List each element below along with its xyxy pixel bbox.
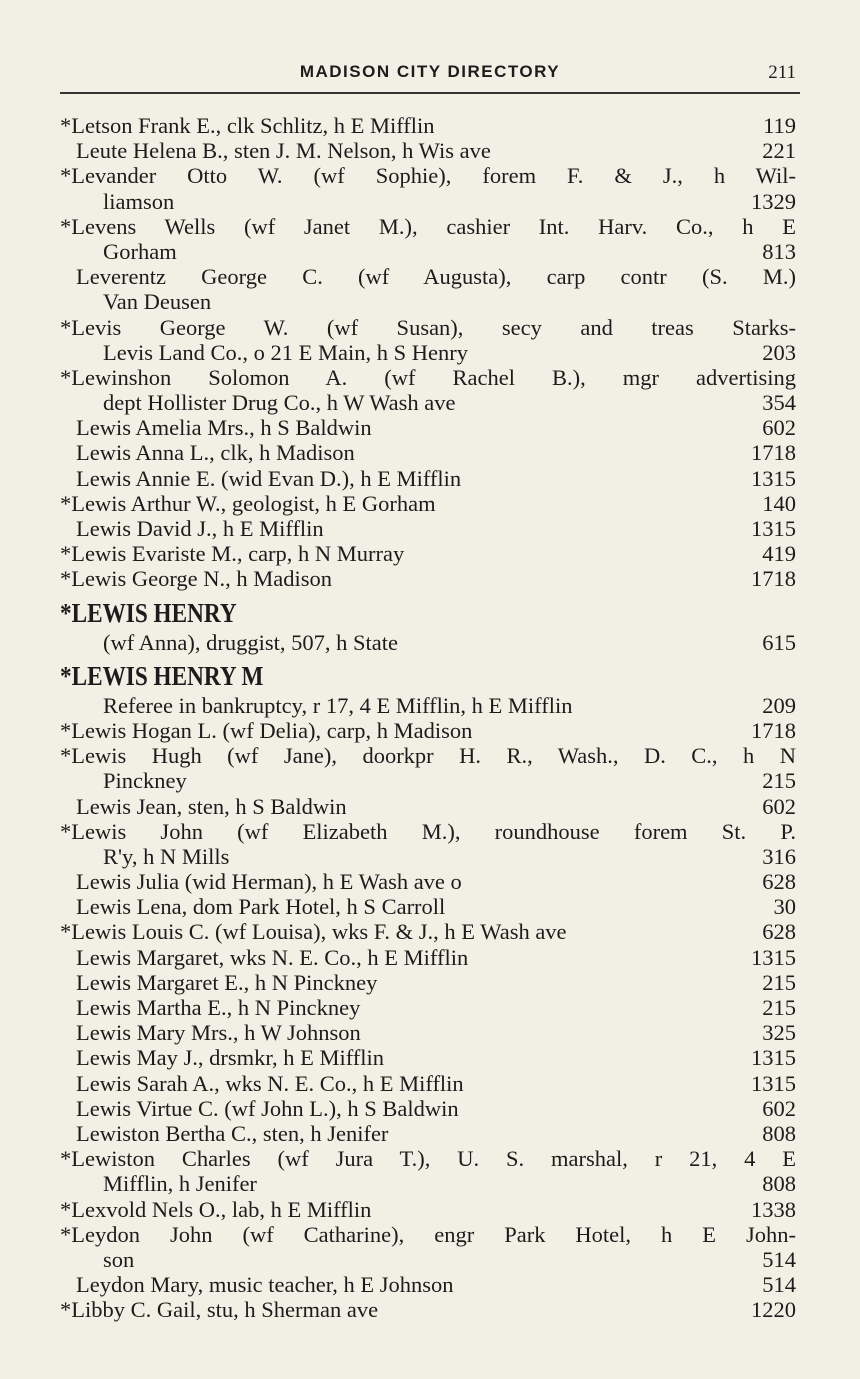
entry-line [60, 491, 800, 516]
entry-line [60, 315, 800, 340]
directory-entry [60, 919, 800, 944]
directory-entry [60, 1197, 800, 1222]
entry-line [60, 869, 800, 894]
entry-line [60, 138, 800, 163]
directory-entry [60, 491, 800, 516]
entry-line [60, 1272, 800, 1297]
entry-text: Referee in bankruptcy, r 17, 4 E Mifflin, h E Mifflin [103, 692, 573, 718]
entry-text: liamson [103, 188, 175, 214]
directory-entry [60, 596, 800, 655]
entry-line [60, 844, 800, 869]
entry-text: Leverentz George C. (wf Augusta), carp contr (S. M.) [76, 264, 796, 290]
entry-text: Lewis Annie E. (wid Evan D.), h E Mifflin [76, 465, 462, 491]
house-number: 1315 [751, 1045, 796, 1071]
entry-line [60, 340, 800, 365]
entry-heading: *LEWIS HENRY M [60, 660, 264, 691]
entry-text: Lewis Martha E., h N Pinckney [76, 995, 361, 1020]
house-number: 1718 [751, 717, 796, 743]
entry-line [60, 1171, 800, 1196]
house-number: 1718 [751, 566, 796, 592]
directory-entry [60, 163, 800, 213]
entry-text: Lewis Virtue C. (wf John L.), h S Baldwin [76, 1095, 459, 1121]
directory-entry [60, 1222, 800, 1272]
entry-text: *Lewinshon Solomon A. (wf Rachel B.), mgr advertising [60, 364, 796, 390]
entry-text: Leydon Mary, music teacher, h E Johnson [76, 1272, 454, 1298]
entry-text: *Levens Wells (wf Janet M.), cashier Int. Harv. Co., h E [60, 213, 796, 239]
directory-entry [60, 1297, 800, 1322]
house-number: 354 [762, 390, 796, 416]
house-number: 808 [762, 1120, 796, 1146]
directory-entry [60, 214, 800, 264]
entry-line [60, 1096, 800, 1121]
directory-entry [60, 995, 800, 1020]
house-number: 514 [762, 1272, 796, 1298]
entry-line [60, 768, 800, 793]
entry-text: Lewis Mary Mrs., h W Johnson [76, 1020, 361, 1046]
directory-entry [60, 516, 800, 541]
entry-line [60, 1045, 800, 1070]
directory-entry [60, 541, 800, 566]
house-number: 215 [762, 768, 796, 794]
directory-entry [60, 466, 800, 491]
entry-text: Lewis Sarah A., wks N. E. Co., h E Mifflin [76, 1070, 464, 1096]
entry-text: Lewis Julia (wid Herman), h E Wash ave o [76, 869, 462, 895]
directory-entry [60, 743, 800, 793]
entry-line [60, 163, 800, 188]
house-number: 119 [763, 113, 796, 138]
entry-text: Pinckney [103, 768, 187, 794]
house-number: 1315 [751, 465, 796, 491]
page-number: 211 [768, 62, 796, 83]
house-number: 602 [762, 793, 796, 819]
entry-text: Leute Helena B., sten J. M. Nelson, h Wis ave [76, 138, 491, 164]
entry-line [60, 415, 800, 440]
entry-line [60, 466, 800, 491]
entry-text: *Lewis Louis C. (wf Louisa), wks F. & J., h E Wash ave [60, 919, 567, 945]
entry-line [60, 516, 800, 541]
house-number: 203 [762, 339, 796, 365]
entry-text: *Lewis George N., h Madison [60, 566, 333, 592]
directory-entry [60, 440, 800, 465]
entry-line [60, 1146, 800, 1171]
entry-line [60, 1020, 800, 1045]
entry-text: dept Hollister Drug Co., h W Wash ave [103, 390, 456, 416]
directory-entry [60, 894, 800, 919]
entry-text: Lewiston Bertha C., sten, h Jenifer [76, 1120, 389, 1146]
house-number: 602 [762, 415, 796, 441]
entry-line [60, 819, 800, 844]
entry-line [60, 919, 800, 944]
house-number: 140 [762, 490, 796, 516]
house-number: 221 [762, 138, 796, 164]
house-number: 316 [762, 843, 796, 869]
house-number: 215 [762, 995, 796, 1020]
entry-line [60, 541, 800, 566]
directory-entry [60, 315, 800, 365]
entry-line [60, 566, 800, 591]
entry-text: Lewis May J., drsmkr, h E Mifflin [76, 1045, 385, 1071]
entry-text: *Lewis Arthur W., geologist, h E Gorham [60, 490, 436, 516]
entry-text: *Levander Otto W. (wf Sophie), forem F. & J., h Wil- [60, 163, 796, 189]
entry-line [60, 794, 800, 819]
entry-line [60, 718, 800, 743]
entry-text: *Leydon John (wf Catharine), engr Park Hotel, h E John- [60, 1221, 796, 1247]
entry-text: *Lewis Hugh (wf Jane), doorkpr H. R., Wash., D. C., h N [60, 743, 796, 769]
directory-entry [60, 970, 800, 995]
directory-entries [60, 113, 800, 1322]
entry-line [60, 970, 800, 995]
entry-text: son [103, 1246, 135, 1272]
entry-text: (wf Anna), druggist, 507, h State [103, 629, 398, 655]
house-number: 209 [762, 692, 796, 718]
directory-entry [60, 869, 800, 894]
entry-line [60, 1297, 800, 1322]
house-number: 1338 [751, 1196, 796, 1222]
entry-line [60, 113, 800, 138]
house-number: 813 [762, 238, 796, 264]
house-number: 1315 [751, 516, 796, 541]
entry-line [60, 365, 800, 390]
house-number: 1329 [751, 188, 796, 214]
house-number: 628 [762, 869, 796, 895]
house-number: 628 [762, 919, 796, 945]
house-number: 419 [762, 541, 796, 567]
directory-entry [60, 1096, 800, 1121]
entry-text: R'y, h N Mills [103, 843, 230, 869]
house-number: 1718 [751, 440, 796, 466]
directory-entry [60, 1146, 800, 1196]
entry-text: *Lewis Evariste M., carp, h N Murray [60, 541, 405, 567]
directory-entry [60, 138, 800, 163]
house-number: 602 [762, 1095, 796, 1121]
entry-line [60, 630, 800, 655]
house-number: 615 [762, 629, 796, 655]
entry-text: Gorham [103, 238, 177, 264]
entry-line [60, 189, 800, 214]
house-number: 808 [762, 1171, 796, 1197]
directory-entry [60, 1045, 800, 1070]
entry-line [60, 1197, 800, 1222]
entry-line [60, 693, 800, 718]
entry-text: *Letson Frank E., clk Schlitz, h E Mifflin [60, 113, 435, 138]
house-number: 514 [762, 1246, 796, 1272]
entry-text: Lewis Margaret E., h N Pinckney [76, 969, 378, 995]
house-number: 215 [762, 969, 796, 995]
entry-line [60, 264, 800, 289]
directory-entry [60, 365, 800, 415]
entry-line [60, 440, 800, 465]
house-number: 1220 [751, 1297, 796, 1323]
directory-entry [60, 1071, 800, 1096]
entry-line [60, 1121, 800, 1146]
directory-entry [60, 113, 800, 138]
entry-text: *Levis George W. (wf Susan), secy and treas Starks- [60, 314, 796, 340]
entry-text: Lewis Lena, dom Park Hotel, h S Carroll [76, 894, 446, 920]
entry-line [60, 289, 800, 314]
directory-entry [60, 415, 800, 440]
entry-line [60, 1071, 800, 1096]
entry-text: *Libby C. Gail, stu, h Sherman ave [60, 1297, 379, 1323]
directory-entry [60, 264, 800, 314]
entry-text: Lewis Anna L., clk, h Madison [76, 440, 355, 466]
entry-text: *Lexvold Nels O., lab, h E Mifflin [60, 1196, 372, 1222]
entry-text: *Lewis Hogan L. (wf Delia), carp, h Madison [60, 717, 473, 743]
entry-line [60, 945, 800, 970]
entry-text: Van Deusen [103, 289, 212, 315]
running-title: MADISON CITY DIRECTORY [299, 62, 561, 81]
directory-entry [60, 1272, 800, 1297]
directory-entry [60, 945, 800, 970]
directory-entry [60, 718, 800, 743]
page-header [60, 58, 800, 94]
entry-text: *Lewiston Charles (wf Jura T.), U. S. marshal, r 21, 4 E [60, 1146, 796, 1172]
directory-entry [60, 1121, 800, 1146]
house-number: 1315 [751, 1070, 796, 1096]
directory-entry [60, 819, 800, 869]
house-number: 1315 [751, 944, 796, 970]
entry-line [60, 743, 800, 768]
entry-line [60, 214, 800, 239]
entry-line [60, 995, 800, 1020]
entry-line [60, 390, 800, 415]
directory-entry [60, 659, 800, 718]
entry-heading: *LEWIS HENRY [60, 597, 237, 628]
entry-line [60, 894, 800, 919]
house-number: 325 [762, 1020, 796, 1046]
directory-entry [60, 794, 800, 819]
house-number: 30 [773, 894, 796, 920]
directory-entry [60, 1020, 800, 1045]
entry-text: Mifflin, h Jenifer [103, 1171, 257, 1197]
entry-line [60, 239, 800, 264]
entry-text: *Lewis John (wf Elizabeth M.), roundhouse forem St. P. [60, 818, 796, 844]
directory-entry [60, 566, 800, 591]
entry-text: Lewis Amelia Mrs., h S Baldwin [76, 415, 372, 441]
entry-line [60, 1247, 800, 1272]
entry-text: Lewis Margaret, wks N. E. Co., h E Mifflin [76, 944, 469, 970]
entry-text: Levis Land Co., o 21 E Main, h S Henry [103, 339, 468, 365]
entry-line [60, 1222, 800, 1247]
entry-text: Lewis David J., h E Mifflin [76, 516, 324, 541]
entry-text: Lewis Jean, sten, h S Baldwin [76, 793, 347, 819]
